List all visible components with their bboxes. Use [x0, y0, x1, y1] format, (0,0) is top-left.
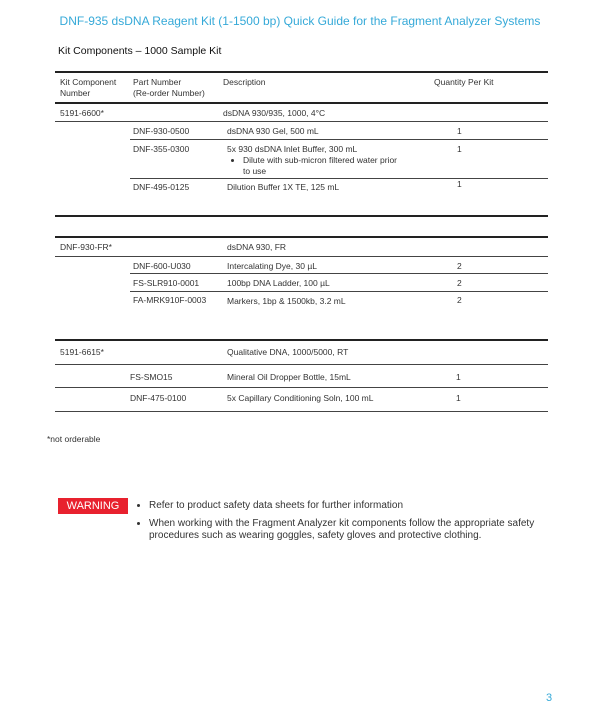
- part-notes-list: [229, 155, 397, 177]
- part-description: Dilution Buffer 1X TE, 125 mL: [227, 182, 340, 192]
- part-quantity: 1: [457, 179, 462, 189]
- kit-number-5191-6600: 5191-6600*: [60, 108, 104, 118]
- part-quantity: 1: [457, 126, 462, 136]
- warning-list: [133, 500, 534, 548]
- part-number: DNF-930-0500: [133, 126, 190, 136]
- part-number: FS-SLR910-0001: [133, 278, 200, 288]
- warning-item: • When working with the Fragment Analyzer kit components follow the appropriate safety procedures such as wearing goggles, safety gloves and protective clothing.: [149, 518, 534, 542]
- warning-item: • Refer to product safety data sheets for further information: [149, 500, 534, 512]
- header-quantity: Quantity Per Kit: [434, 77, 494, 87]
- row-rule: [130, 139, 548, 140]
- part-quantity: 1: [457, 144, 462, 154]
- part-quantity: 2: [457, 295, 462, 305]
- part-description: Markers, 1bp & 1500kb, 3.2 mL: [227, 296, 346, 306]
- header-part-number-line2: (Re-order Number): [133, 88, 205, 98]
- section-title: Kit Components – 1000 Sample Kit: [58, 45, 222, 57]
- table-top-rule: [55, 71, 548, 73]
- row-rule: [55, 256, 548, 257]
- header-bottom-rule: [55, 102, 548, 104]
- row-rule: [130, 178, 548, 179]
- part-quantity: 1: [456, 372, 461, 382]
- part-quantity: 2: [457, 261, 462, 271]
- kit-description: Qualitative DNA, 1000/5000, RT: [227, 347, 349, 357]
- row-rule: [55, 121, 548, 122]
- table-bottom-rule: [55, 411, 548, 412]
- part-description: 100bp DNA Ladder, 100 µL: [227, 278, 330, 288]
- row-rule: [55, 364, 548, 365]
- part-quantity: 1: [456, 393, 461, 403]
- part-description: Mineral Oil Dropper Bottle, 15mL: [227, 372, 351, 382]
- header-description: Description: [223, 77, 266, 87]
- header-part-number-line1: Part Number: [133, 77, 182, 87]
- group-rule: [55, 236, 548, 238]
- footnote: *not orderable: [47, 434, 101, 444]
- part-note: • Dilute with sub-micron filtered water prior to use: [243, 155, 397, 177]
- part-description: Intercalating Dye, 30 µL: [227, 261, 317, 271]
- part-number: DNF-600-U030: [133, 261, 191, 271]
- kit-number-dnf-930-fr: DNF-930-FR*: [60, 242, 112, 252]
- kit-number-5191-6615: 5191-6615*: [60, 347, 104, 357]
- row-rule: [130, 291, 548, 292]
- warning-label: WARNING: [58, 498, 128, 514]
- part-number: DNF-355-0300: [133, 144, 190, 154]
- header-kit-component-line2: Number: [60, 88, 91, 98]
- row-rule: [55, 387, 548, 388]
- part-description: 5x 930 dsDNA Inlet Buffer, 300 mL: [227, 144, 358, 154]
- page-number: 3: [546, 692, 553, 704]
- part-number: FA-MRK910F-0003: [133, 295, 207, 305]
- part-number: DNF-495-0125: [133, 182, 190, 192]
- group-rule: [55, 339, 548, 341]
- kit-description: dsDNA 930, FR: [227, 242, 287, 252]
- row-rule: [130, 273, 548, 274]
- part-number: FS-SMO15: [130, 372, 173, 382]
- part-number: DNF-475-0100: [130, 393, 187, 403]
- page-title: DNF-935 dsDNA Reagent Kit (1-1500 bp) Quick Guide for the Fragment Analyzer Systems: [59, 14, 541, 28]
- part-description: dsDNA 930 Gel, 500 mL: [227, 126, 319, 136]
- header-kit-component-line1: Kit Component: [60, 77, 117, 87]
- part-quantity: 2: [457, 278, 462, 288]
- kit-description: dsDNA 930/935, 1000, 4°C: [223, 108, 326, 118]
- part-description: 5x Capillary Conditioning Soln, 100 mL: [227, 393, 374, 403]
- group-rule: [55, 215, 548, 217]
